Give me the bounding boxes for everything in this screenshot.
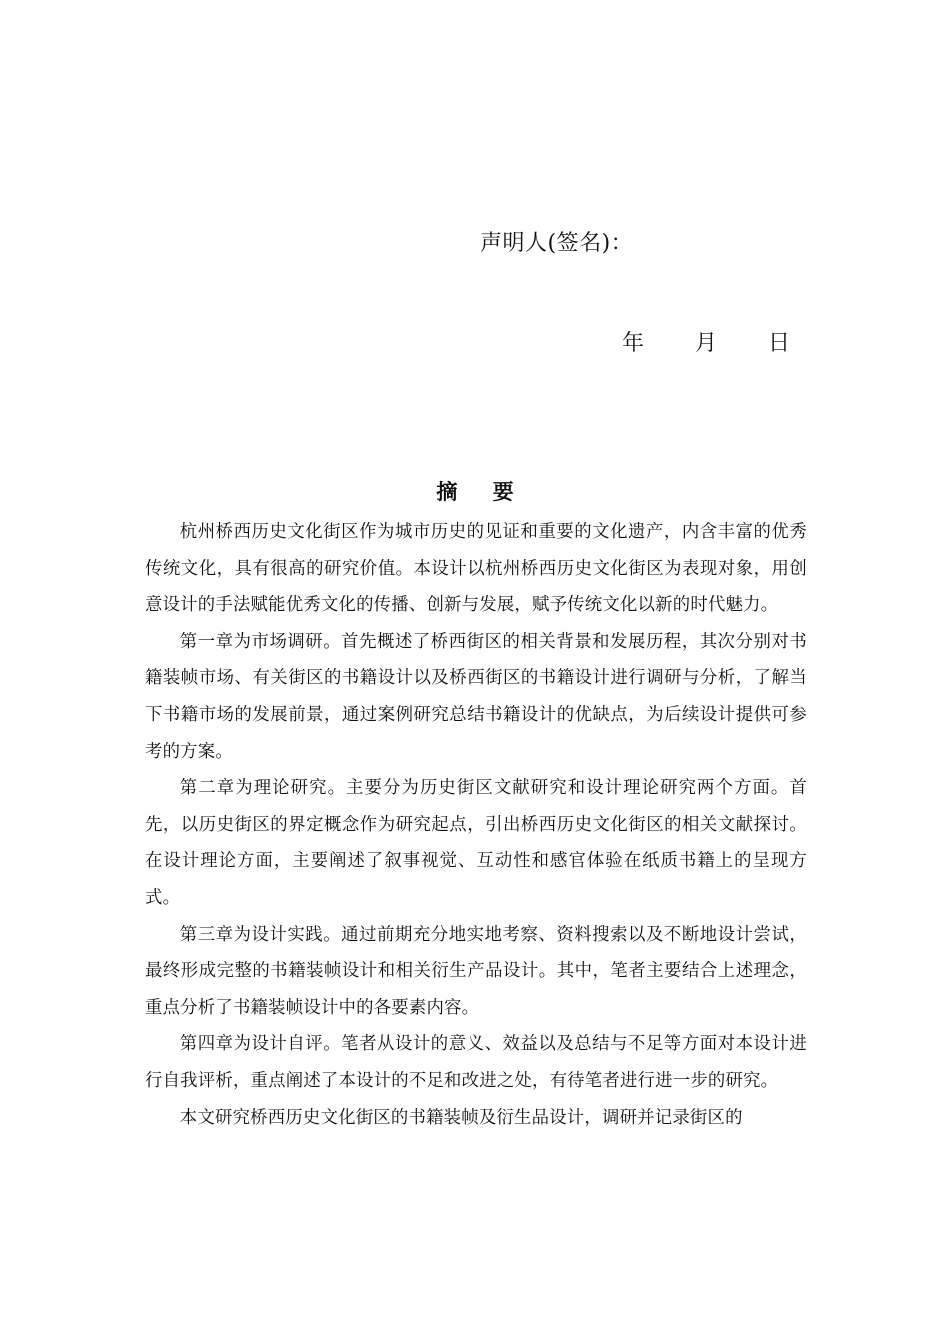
abstract-paragraph-chapter-3: 第三章为设计实践。通过前期充分地实地考察、资料搜索以及不断地设计尝试，最终形成完整的书籍装帧设计和相关衍生产品设计。其中，笔者主要结合上述理念，重点分析了书籍装帧设计中的各要素内容。: [145, 924, 807, 1018]
abstract-paragraph-chapter-4: 第四章为设计自评。笔者从设计的意义、效益以及总结与不足等方面对本设计进行自我评析，重点阐述了本设计的不足和改进之处，有待笔者进行进一步的研究。: [145, 1034, 807, 1091]
date-year-label: 年: [622, 331, 645, 356]
date-day-label: 日: [768, 331, 791, 356]
abstract-paragraph-chapter-2: 第二章为理论研究。主要分为历史街区文献研究和设计理论研究两个方面。首先，以历史街区的界定概念作为研究起点，引出桥西历史文化街区的相关文献探讨。在设计理论方面，主要阐述了叙事视觉、互动性和感官体验在纸质书籍上的呈现方式。: [145, 778, 807, 908]
abstract-heading: 摘 要: [436, 480, 528, 504]
abstract-paragraph-conclusion: 本文研究桥西历史文化街区的书籍装帧及衍生品设计，调研并记录街区的: [179, 1107, 743, 1128]
abstract-paragraph-chapter-1: 第一章为市场调研。首先概述了桥西街区的相关背景和发展历程，其次分别对书籍装帧市场、有关街区的书籍设计以及桥西街区的书籍设计进行调研与分析，了解当下书籍市场的发展前景，通过案例研究总结书籍设计的优缺点，为后续设计提供可参考的方案。: [145, 631, 807, 762]
abstract-body: [145, 514, 807, 1136]
abstract-paragraph-intro: 杭州桥西历史文化街区作为城市历史的见证和重要的文化遗产，内含丰富的优秀传统文化，具有很高的研究价值。本设计以杭州桥西历史文化街区为表现对象，用创意设计的手法赋能优秀文化的传播、创新与发展，赋予传统文化以新的时代魅力。: [145, 522, 807, 616]
signer-signature-label: 声明人(签名)：: [480, 231, 634, 256]
date-month-label: 月: [695, 331, 718, 356]
signature-date: [622, 326, 790, 357]
